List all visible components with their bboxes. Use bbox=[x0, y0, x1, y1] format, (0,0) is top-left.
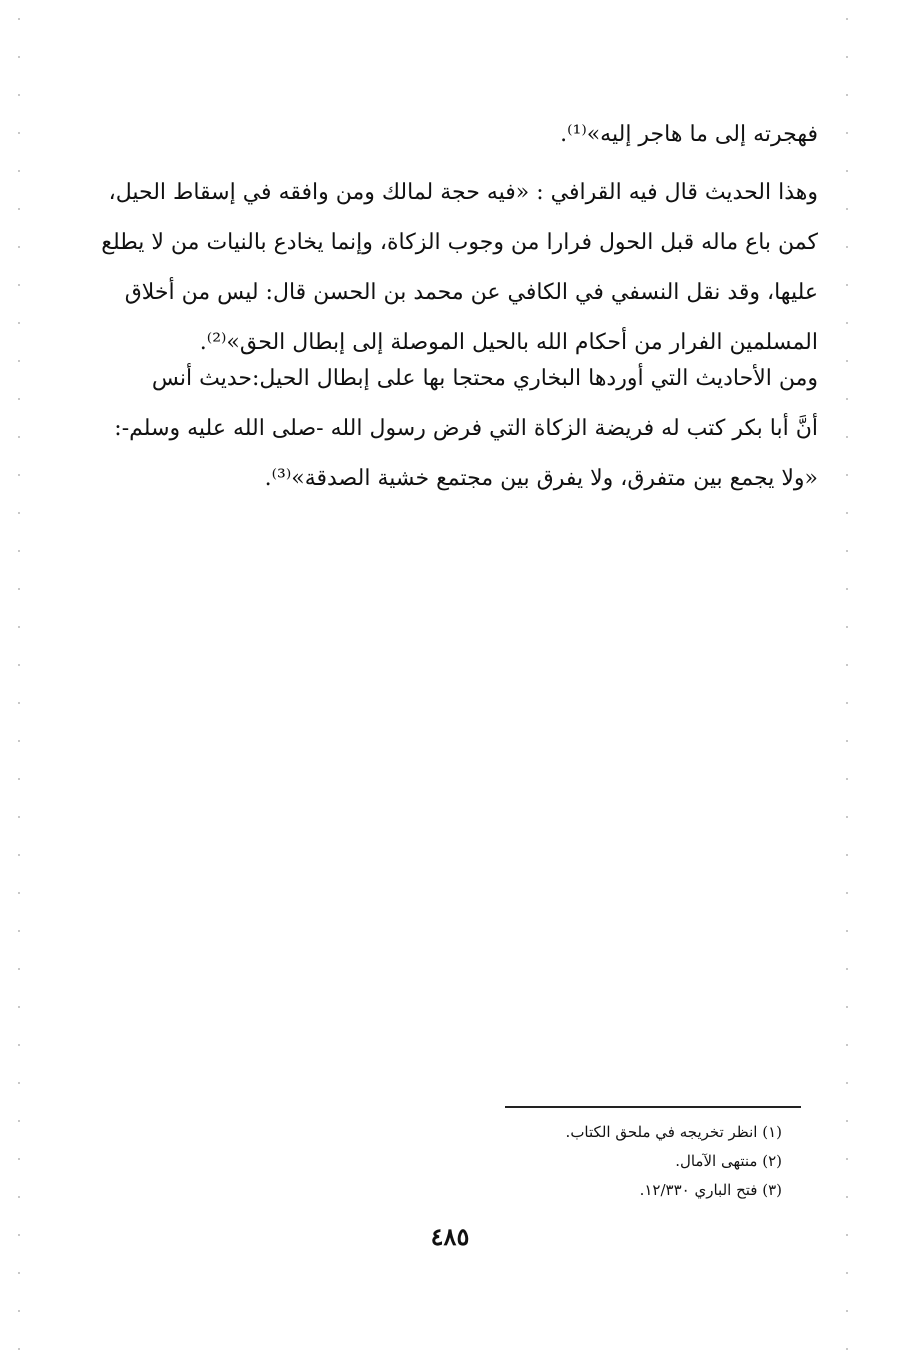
text-line: «ولا يجمع بين متفرق، ولا يفرق بين مجتمع خشية الصدقة»⁽³⁾. bbox=[264, 466, 818, 491]
text-line: المسلمين الفرار من أحكام الله بالحيل الموصلة إلى إبطال الحق»⁽²⁾. bbox=[199, 330, 818, 355]
paragraph-bukhari-hadiths bbox=[114, 354, 818, 504]
scan-margin-dots-left bbox=[18, 0, 20, 1355]
footnote-1: (١) انظر تخريجه في ملحق الكتاب. bbox=[565, 1123, 782, 1141]
page-number: ٤٨٥ bbox=[430, 1222, 470, 1251]
text-line: عليها، وقد نقل النسفي في الكافي عن محمد بن الحسن قال: ليس من أخلاق bbox=[124, 280, 818, 305]
text-line: ومن الأحاديث التي أوردها البخاري محتجا بها على إبطال الحيل:حديث أنس bbox=[151, 366, 818, 391]
text-line: وهذا الحديث قال فيه القرافي : «فيه حجة لمالك ومن وافقه في إسقاط الحيل، bbox=[108, 180, 818, 205]
text-line: أنَّ أبا بكر كتب له فريضة الزكاة التي فرض رسول الله -صلى الله عليه وسلم-: bbox=[114, 416, 818, 441]
paragraph-qarafi-quote bbox=[101, 168, 818, 368]
footnote-2: (٢) منتهى الآمال. bbox=[675, 1152, 782, 1170]
footnote-3: (٣) فتح الباري ١٢/٣٣٠. bbox=[639, 1181, 782, 1199]
text-line: فهجرته إلى ما هاجر إليه»⁽¹⁾. bbox=[560, 122, 818, 147]
scan-margin-dots-right bbox=[846, 0, 848, 1355]
footnote-divider bbox=[505, 1106, 801, 1108]
footnotes bbox=[430, 1118, 782, 1205]
text-line: كمن باع ماله قبل الحول فرارا من وجوب الزكاة، وإنما يخادع بالنيات من لا يطلع bbox=[101, 230, 818, 255]
paragraph-hadith-ending bbox=[118, 110, 818, 160]
